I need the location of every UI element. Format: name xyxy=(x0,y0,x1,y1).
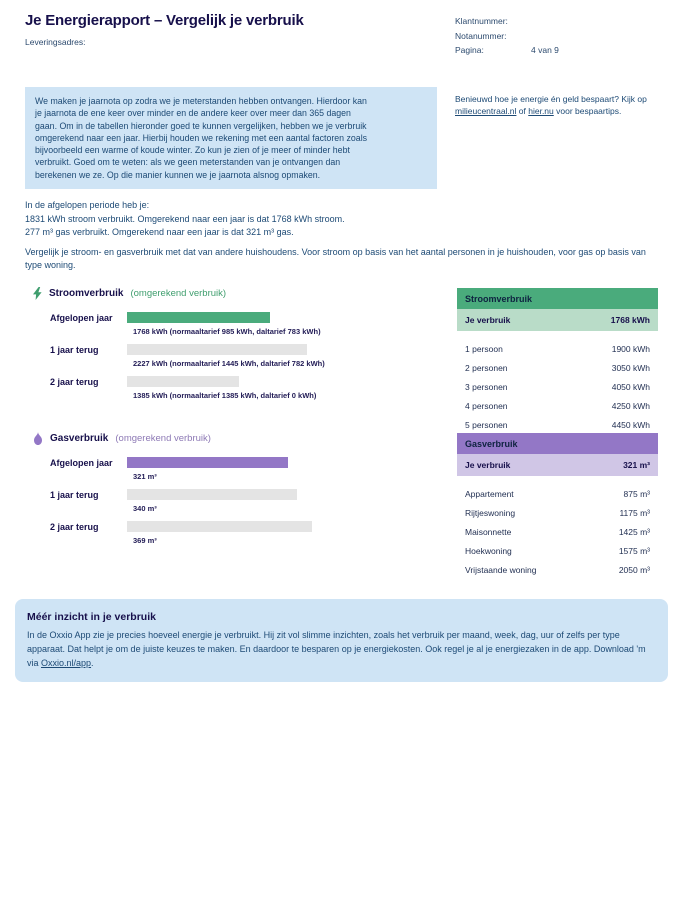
your-usage-value: 321 m³ xyxy=(623,460,650,470)
table-gap xyxy=(457,476,658,484)
customer-number-row xyxy=(455,14,559,29)
tip-middle: of xyxy=(516,106,529,116)
table-row xyxy=(457,522,658,541)
gas-bar-current xyxy=(127,457,288,468)
document-meta xyxy=(455,14,559,58)
compare-paragraph: Vergelijk je stroom- en gasverbruik met dat van andere huishoudens. Voor stroom op basis van het aantal personen in je huishouden, voor gas op basis van type woning. xyxy=(25,247,646,270)
row-label: Hoekwoning xyxy=(465,545,512,556)
tip-suffix: voor bespaartips. xyxy=(553,106,622,116)
table-row xyxy=(457,377,658,396)
page-number-row xyxy=(455,43,559,58)
row-label: Appartement xyxy=(465,488,514,499)
row-value: 1575 m³ xyxy=(618,545,650,556)
row-value: 1175 m³ xyxy=(619,507,650,518)
table-row xyxy=(457,358,658,377)
electricity-usage-line: 1831 kWh stroom verbruikt. Omgerekend naar een jaar is dat 1768 kWh stroom. xyxy=(25,213,345,224)
electricity-heading: Stroomverbruik xyxy=(49,288,124,299)
app-promo-text xyxy=(27,628,656,670)
chart-row-label: 2 jaar terug xyxy=(50,522,99,532)
gas-section xyxy=(33,432,312,553)
gas-your-usage-row xyxy=(457,454,658,476)
intro-info-box xyxy=(25,87,437,189)
row-value: 3050 kWh xyxy=(611,362,650,373)
chart-row xyxy=(50,457,312,481)
chart-bar-caption: 340 m³ xyxy=(133,504,157,513)
electricity-bar-1yr xyxy=(127,344,307,355)
page-number-value: 4 van 9 xyxy=(531,45,559,55)
promo-text-after-link: . xyxy=(91,658,94,668)
app-promo-title: Méér inzicht in je verbruik xyxy=(27,611,156,623)
table-row xyxy=(457,560,658,579)
gas-table-header: Gasverbruik xyxy=(457,433,658,454)
row-value: 1425 m³ xyxy=(618,526,650,537)
chart-row-label: 1 jaar terug xyxy=(50,345,99,355)
electricity-table xyxy=(457,288,658,434)
gas-heading-suffix: (omgerekend verbruik) xyxy=(115,433,211,444)
hier-nu-link[interactable]: hier.nu xyxy=(528,106,554,116)
gas-heading: Gasverbruik xyxy=(50,433,109,444)
electricity-section xyxy=(33,287,325,408)
electricity-bar-current xyxy=(127,312,270,323)
table-row xyxy=(457,503,658,522)
intro-line: verbruikt. Goed om te weten: als we geen meterstanden van je ontvangen dan xyxy=(35,157,341,168)
page-title: Je Energierapport – Vergelijk je verbruik xyxy=(25,12,304,29)
lightning-icon xyxy=(33,287,42,300)
intro-line: We maken je jaarnota op zodra we je meterstanden hebben ontvangen. Hierdoor kan xyxy=(35,96,367,106)
table-row xyxy=(457,339,658,358)
customer-number-label: Klantnummer: xyxy=(455,16,508,26)
app-promo-box xyxy=(15,599,668,682)
your-usage-label: Je verbruik xyxy=(465,315,511,325)
chart-row xyxy=(50,344,325,368)
row-label: Rijtjeswoning xyxy=(465,507,516,518)
row-label: 3 personen xyxy=(465,381,508,392)
gas-bar-2yr xyxy=(127,521,312,532)
tip-prefix: Benieuwd hoe je energie én geld bespaart? Kijk op xyxy=(455,94,647,104)
row-value: 4050 kWh xyxy=(611,381,650,392)
electricity-heading-suffix: (omgerekend verbruik) xyxy=(130,288,227,299)
table-row xyxy=(457,396,658,415)
intro-line: bijvoorbeeld een warme of koude winter. Zo kun je zien of je meer of minder hebt xyxy=(35,145,350,156)
electricity-bar-2yr xyxy=(127,376,239,387)
gas-chart xyxy=(50,457,312,545)
electricity-chart xyxy=(50,312,325,400)
chart-row xyxy=(50,376,325,400)
table-row xyxy=(457,415,658,434)
electricity-heading-row xyxy=(33,287,325,300)
chart-row xyxy=(50,312,325,336)
row-label: 2 personen xyxy=(465,362,508,373)
row-value: 2050 m³ xyxy=(618,564,650,575)
oxxio-app-link[interactable]: Oxxio.nl/app xyxy=(41,658,92,668)
intro-line: omgerekend naar een jaar. Hierbij houden we rekening met een aantal factoren zoals xyxy=(35,132,368,143)
row-value: 4250 kWh xyxy=(611,400,650,411)
intro-line: gaan. Om in de tabellen hieronder goed te kunnen vergelijken, hebben we je verbruik xyxy=(35,120,367,131)
row-label: Maisonnette xyxy=(465,526,512,537)
chart-bar-caption: 2227 kWh (normaaltarief 1445 kWh, daltarief 782 kWh) xyxy=(133,359,325,368)
row-label: Vrijstaande woning xyxy=(465,564,537,575)
gas-bar-1yr xyxy=(127,489,297,500)
row-value: 4450 kWh xyxy=(611,419,650,430)
intro-line: je jaarnota de ene keer over minder en de andere keer over meer dan 365 dagen xyxy=(35,108,351,119)
chart-bar-caption: 321 m³ xyxy=(133,472,157,481)
table-row xyxy=(457,541,658,560)
chart-bar-caption: 1768 kWh (normaaltarief 985 kWh, daltarief 783 kWh) xyxy=(133,327,321,336)
table-gap xyxy=(457,331,658,339)
chart-row xyxy=(50,489,312,513)
invoice-number-row xyxy=(455,29,559,44)
chart-row-label: 2 jaar terug xyxy=(50,377,99,387)
chart-row-label: Afgelopen jaar xyxy=(50,458,113,468)
your-usage-value: 1768 kWh xyxy=(610,315,650,325)
period-summary xyxy=(25,199,345,240)
chart-row-label: Afgelopen jaar xyxy=(50,313,113,323)
gas-usage-line: 277 m³ gas verbruikt. Omgerekend naar een jaar is dat 321 m³ gas. xyxy=(25,227,294,237)
promo-text-before-link: In de Oxxio App zie je precies hoeveel energie je verbruikt. Hij zit vol slimme inzichten, zoals het verbruik per maand, week, dag, uur of zelfs per type apparaat. Dat helpt je om de juiste keuzes te maken. En daardoor te besparen op je energiekosten. Ook regel je al je energiezaken in de app. Download 'm via xyxy=(27,630,646,668)
period-intro-line: In de afgelopen periode heb je: xyxy=(25,200,150,210)
row-label: 5 personen xyxy=(465,419,508,430)
gas-heading-row xyxy=(33,432,312,445)
your-usage-label: Je verbruik xyxy=(465,460,511,470)
row-value: 875 m³ xyxy=(623,488,650,499)
electricity-table-header: Stroomverbruik xyxy=(457,288,658,309)
page-number-label: Pagina: xyxy=(455,45,484,55)
savings-tip-text xyxy=(455,93,679,117)
electricity-your-usage-row xyxy=(457,309,658,331)
chart-bar-caption: 1385 kWh (normaaltarief 1385 kWh, daltarief 0 kWh) xyxy=(133,391,317,400)
invoice-number-label: Notanummer: xyxy=(455,30,507,41)
chart-bar-caption: 369 m³ xyxy=(133,536,157,545)
row-value: 1900 kWh xyxy=(611,343,650,354)
table-row xyxy=(457,484,658,503)
row-label: 1 persoon xyxy=(465,343,503,354)
chart-row xyxy=(50,521,312,545)
flame-icon xyxy=(33,432,43,445)
delivery-address-label: Leveringsadres: xyxy=(25,37,86,47)
chart-row-label: 1 jaar terug xyxy=(50,490,99,500)
intro-line: berekenen we ze. Op die manier kunnen we je jaarnota alsnog opmaken. xyxy=(35,169,321,180)
row-label: 4 personen xyxy=(465,400,508,411)
milieucentraal-link[interactable]: milieucentraal.nl xyxy=(455,106,517,116)
gas-table xyxy=(457,433,658,579)
